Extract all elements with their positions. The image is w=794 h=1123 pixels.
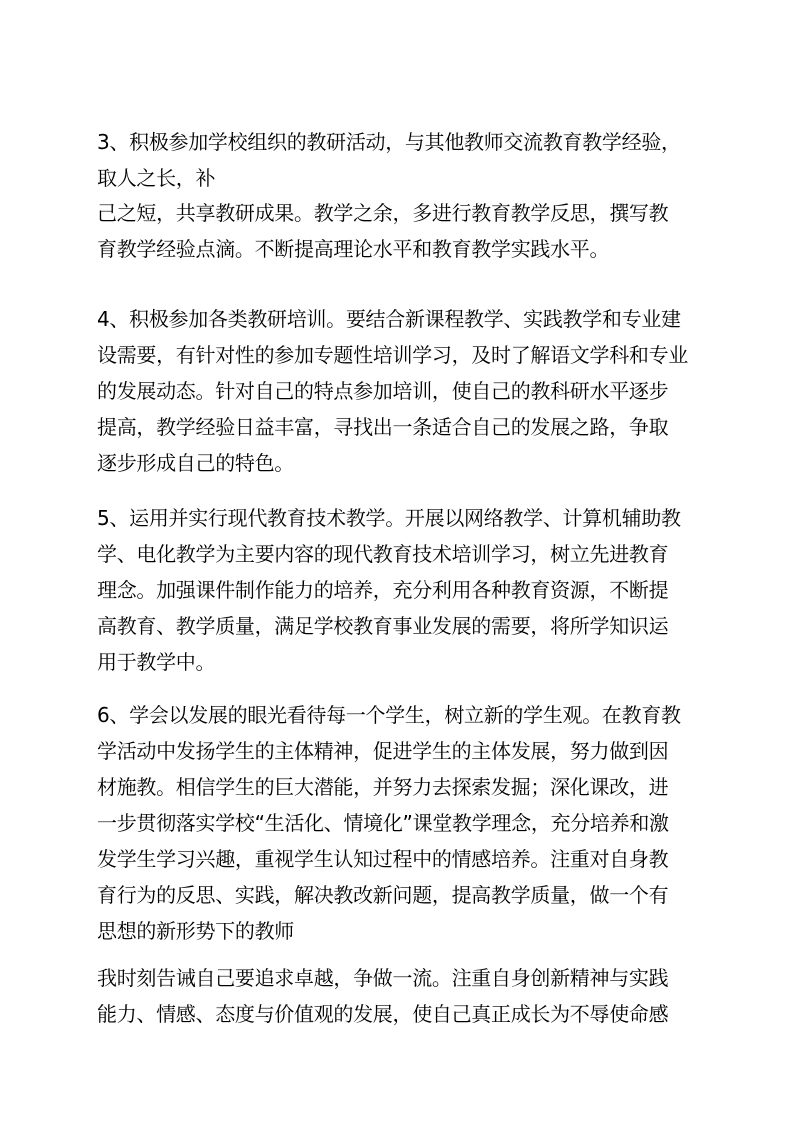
text-line: 提高，教学经验日益丰富，寻找出一条适合自己的发展之路，争取 [97,415,669,439]
text-line: 取人之长，补 [97,166,216,190]
text-line: 思想的新形势下的教师 [97,919,294,943]
text-line: 3、积极参加学校组织的教研活动，与其他教师交流教育教学经验， [97,130,681,154]
text-line: 理念。加强课件制作能力的培养，充分利用各种教育资源，不断提 [97,578,669,602]
text-line: 发学生学习兴趣，重视学生认知过程中的情感培养。注重对自身教 [97,847,669,871]
text-line: 逐步形成自己的特色。 [97,451,294,475]
text-line: 的发展动态。针对自己的特点参加培训，使自己的教科研水平逐步 [97,379,669,403]
paragraph-continuation [97,195,697,267]
text-line: 高教育、教学质量，满足学校教育事业发展的需要，将所学知识运 [97,614,669,638]
text-line: 设需要，有针对性的参加专题性培训学习，及时了解语文学科和专业 [97,343,688,367]
text-line: 5、运用并实行现代教育技术教学。开展以网络教学、计算机辅助教 [97,506,681,530]
text-line: 我时刻告诫自己要追求卓越，争做一流。注重自身创新精神与实践 [97,966,669,990]
text-line: 育教学经验点滴。不断提高理论水平和教育教学实践水平。 [97,237,610,261]
text-line: 一步贯彻落实学校“生活化、情境化”课堂教学理念，充分培养和激 [97,811,669,835]
text-line: 学、电化教学为主要内容的现代教育技术培训学习，树立先进教育 [97,542,669,566]
text-line: 用于教学中。 [97,650,216,674]
text-line: 能力、情感、态度与价值观的发展，使自己真正成长为不辱使命感 [97,1002,669,1026]
paragraph-item-4 [97,301,697,481]
text-line: 材施教。相信学生的巨大潜能，并努力去探索发掘；深化课改，进 [97,775,669,799]
paragraph-closing [97,960,697,1032]
text-line: 育行为的反思、实践，解决教改新问题，提高教学质量，做一个有 [97,883,669,907]
text-line: 己之短，共享教研成果。教学之余，多进行教育教学反思，撰写教 [97,201,669,225]
text-line: 4、积极参加各类教研培训。要结合新课程教学、实践教学和专业建 [97,307,681,331]
paragraph-item-5 [97,500,697,680]
paragraph-item-6 [97,697,697,949]
paragraph-item-3 [97,124,697,196]
text-line: 6、学会以发展的眼光看待每一个学生，树立新的学生观。在教育教 [97,703,681,727]
text-line: 学活动中发扬学生的主体精神，促进学生的主体发展，努力做到因 [97,739,669,763]
